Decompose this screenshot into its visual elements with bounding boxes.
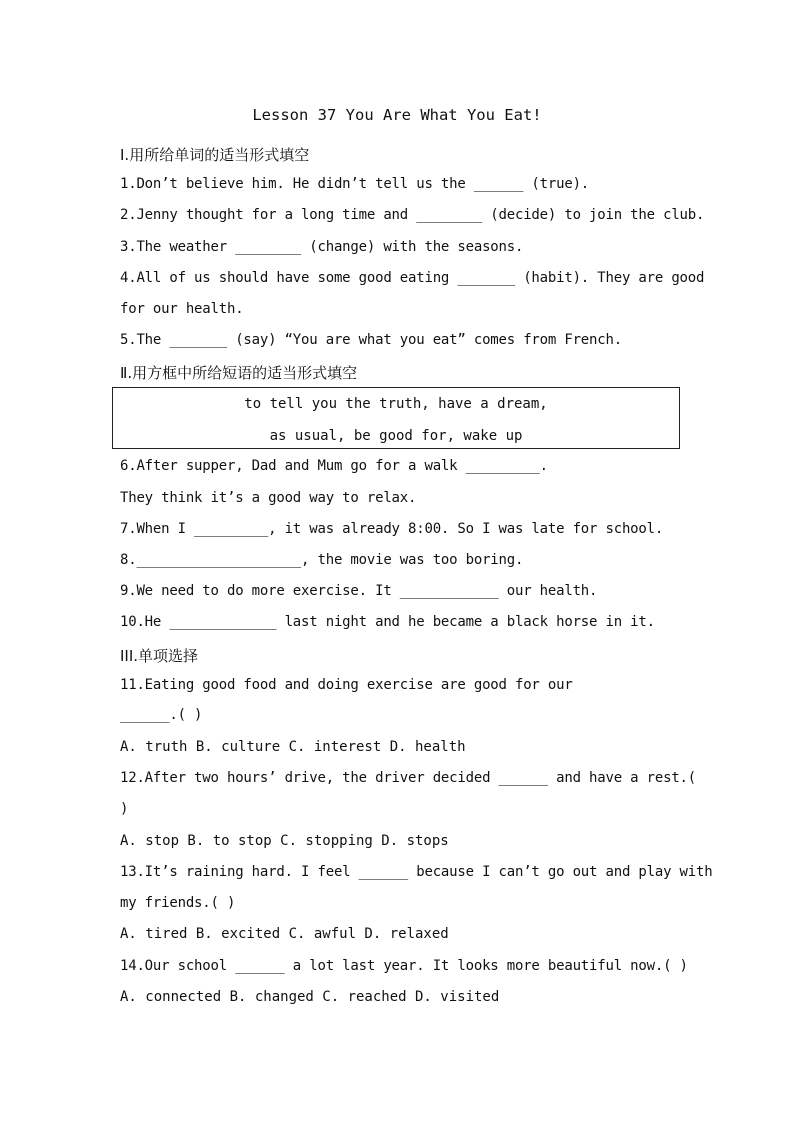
section-1-heading: Ⅰ.用所给单词的适当形式填空 <box>120 146 310 164</box>
section-3-heading: III.单项选择 <box>120 647 199 665</box>
phrase-box-line-1: to tell you the truth, have a dream, <box>244 396 548 412</box>
question-4-cont: for our health. <box>120 301 244 317</box>
question-11-blank: ______.( ) <box>120 707 203 723</box>
question-10: 10.He _____________ last night and he became a black horse in it. <box>120 614 655 630</box>
question-3: 3.The weather ________ (change) with the seasons. <box>120 239 524 255</box>
question-11: 11.Eating good food and doing exercise are good for our <box>120 677 573 693</box>
question-6: 6.After supper, Dad and Mum go for a walk _________. <box>120 458 548 474</box>
question-13-cont: my friends.( ) <box>120 895 236 911</box>
question-9: 9.We need to do more exercise. It ____________ our health. <box>120 583 598 599</box>
question-6-cont: They think it’s a good way to relax. <box>120 490 417 506</box>
question-13-options: A. tired B. excited C. awful D. relaxed <box>120 926 449 942</box>
question-14: 14.Our school ______ a lot last year. It looks more beautiful now.( ) <box>120 958 688 974</box>
question-5: 5.The _______ (say) “You are what you eat” comes from French. <box>120 332 622 348</box>
question-11-options: A. truth B. culture C. interest D. health <box>120 739 466 755</box>
question-13: 13.It’s raining hard. I feel ______ because I can’t go out and play with <box>120 864 713 880</box>
question-12: 12.After two hours’ drive, the driver decided ______ and have a rest.( <box>120 770 697 786</box>
question-12-options: A. stop B. to stop C. stopping D. stops <box>120 833 449 849</box>
question-4: 4.All of us should have some good eating _______ (habit). They are good <box>120 270 705 286</box>
question-7: 7.When I _________, it was already 8:00. So I was late for school. <box>120 521 664 537</box>
question-8: 8.____________________, the movie was too boring. <box>120 552 524 568</box>
question-14-options: A. connected B. changed C. reached D. visited <box>120 989 500 1005</box>
question-1: 1.Don’t believe him. He didn’t tell us the ______ (true). <box>120 176 590 192</box>
question-12-cont: ) <box>120 801 129 817</box>
page-title: Lesson 37 You Are What You Eat! <box>252 106 542 124</box>
question-2: 2.Jenny thought for a long time and ________ (decide) to join the club. <box>120 207 705 223</box>
section-2-heading: Ⅱ.用方框中所给短语的适当形式填空 <box>120 364 358 382</box>
phrase-box-line-2: as usual, be good for, wake up <box>269 428 523 444</box>
phrase-box <box>112 387 680 449</box>
